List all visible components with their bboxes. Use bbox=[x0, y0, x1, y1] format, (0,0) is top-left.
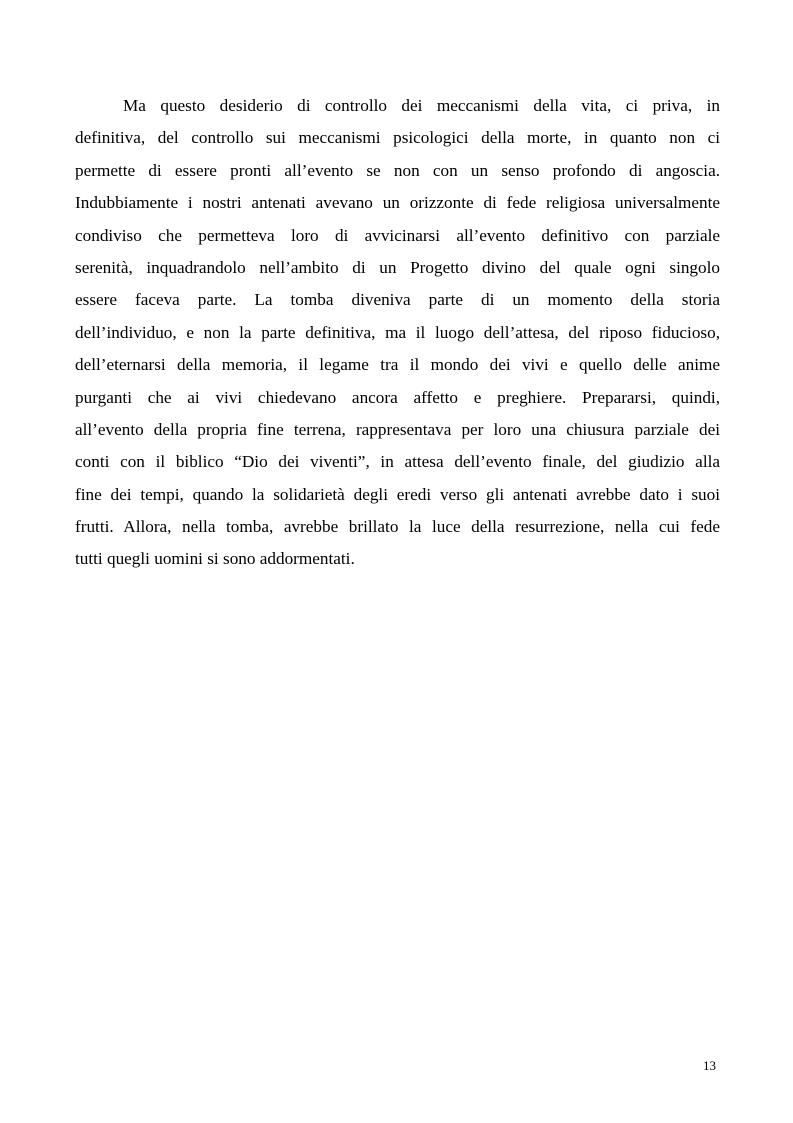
paragraph-line: definitiva, del controllo sui meccanismi psicologici della morte, in quanto non ci bbox=[75, 128, 720, 148]
page-number: 13 bbox=[703, 1058, 716, 1073]
paragraph-line: conti con il biblico “Dio dei viventi”, in attesa dell’evento finale, del giudizio alla bbox=[75, 452, 720, 472]
paragraph-line: all’evento della propria fine terrena, rappresentava per loro una chiusura parziale dei bbox=[75, 419, 720, 439]
paragraph-line: permette di essere pronti all’evento se non con un senso profondo di angoscia. bbox=[75, 160, 720, 180]
paragraph-line: serenità, inquadrandolo nell’ambito di un Progetto divino del quale ogni singolo bbox=[75, 257, 720, 277]
body-paragraph bbox=[75, 90, 720, 576]
paragraph-line: frutti. Allora, nella tomba, avrebbe brillato la luce della resurrezione, nella cui fede bbox=[75, 517, 720, 537]
paragraph-line: dell’individuo, e non la parte definitiva, ma il luogo dell’attesa, del riposo fiducioso, bbox=[75, 322, 720, 342]
paragraph-line: tutti quegli uomini si sono addormentati. bbox=[75, 549, 355, 569]
paragraph-line: Indubbiamente i nostri antenati avevano un orizzonte di fede religiosa universalmente bbox=[75, 193, 720, 213]
paragraph-line: essere faceva parte. La tomba diveniva parte di un momento della storia bbox=[75, 290, 720, 310]
paragraph-line: dell’eternarsi della memoria, il legame tra il mondo dei vivi e quello delle anime bbox=[75, 355, 720, 375]
paragraph-line: condiviso che permetteva loro di avvicinarsi all’evento definitivo con parziale bbox=[75, 225, 720, 245]
paragraph-line: purganti che ai vivi chiedevano ancora affetto e preghiere. Prepararsi, quindi, bbox=[75, 387, 720, 407]
paragraph-line: fine dei tempi, quando la solidarietà degli eredi verso gli antenati avrebbe dato i suoi bbox=[75, 484, 720, 504]
paragraph-line: Ma questo desiderio di controllo dei meccanismi della vita, ci priva, in bbox=[123, 96, 720, 115]
